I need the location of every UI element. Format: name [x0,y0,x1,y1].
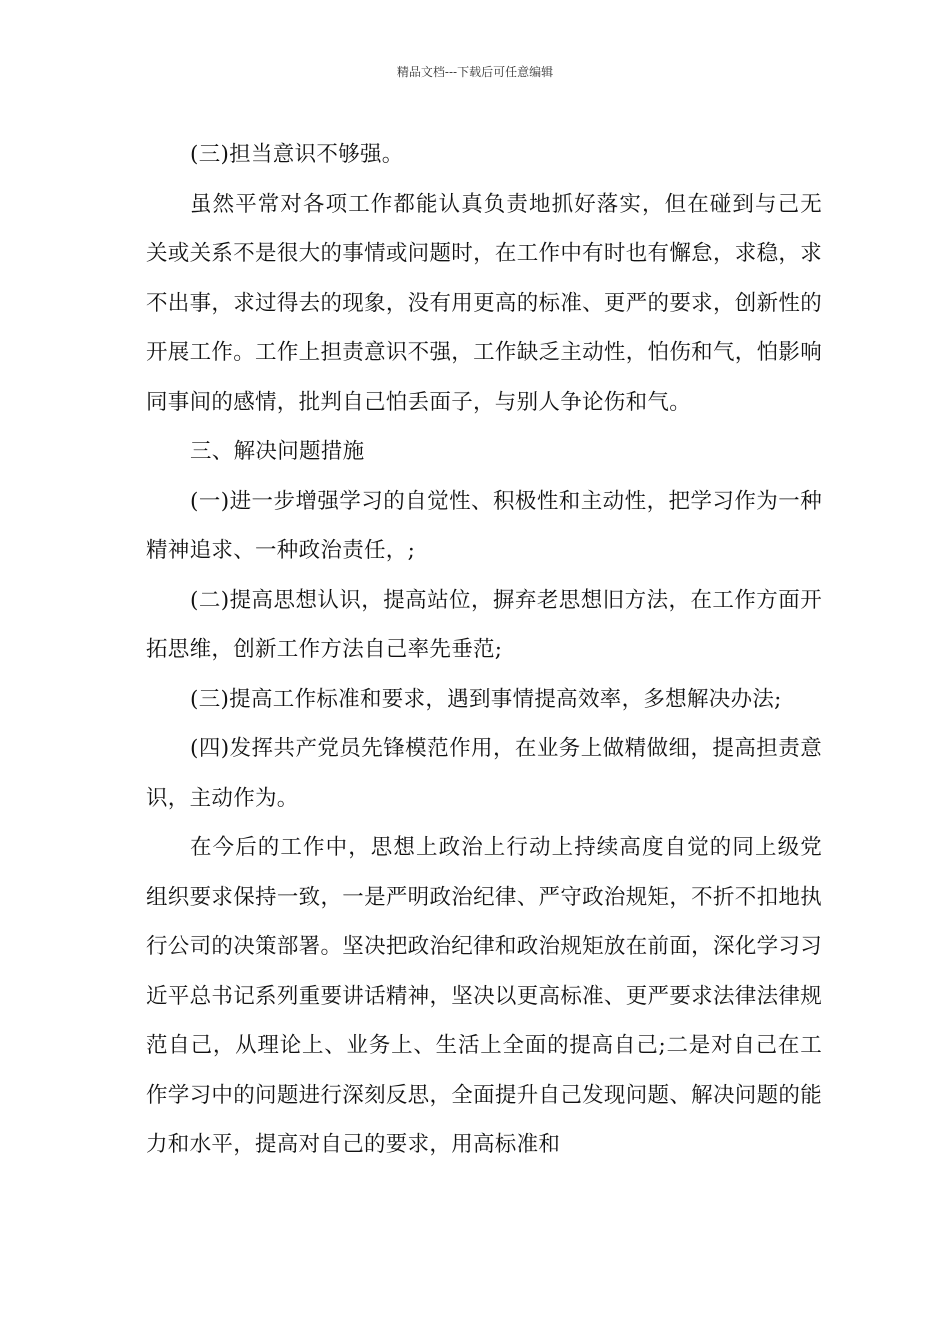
body-paragraph: 虽然平常对各项工作都能认真负责地抓好落实，但在碰到与己无关或关系不是很大的事情或问题时，在工作中有时也有懈怠，求稳，求不出事，求过得去的现象，没有用更高的标准、更严的要求，创新性的开展工作。工作上担责意识不强，工作缺乏主动性，怕伤和气，怕影响同事间的感情，批判自己怕丢面子，与别人争论伤和气。 [146,191,822,415]
body-paragraph: 在今后的工作中，思想上政治上行动上持续高度自觉的同上级党组织要求保持一致，一是严明政治纪律、严守政治规矩，不折不扣地执行公司的决策部署。坚决把政治纪律和政治规矩放在前面，深化学习习近平总书记系列重要讲话精神，坚决以更高标准、更严要求法律法律规范自己，从理论上、业务上、生活上全面的提高自己;二是对自己在工作学习中的问题进行深刻反思，全面提升自己发现问题、解决问题的能力和水平，提高对自己的要求，用高标准和 [146,835,822,1157]
measure-item-3: (三)提高工作标准和要求，遇到事情提高效率，多想解决办法; [190,686,782,712]
document-body [146,130,822,1170]
measure-item-2: (二)提高思想认识，提高站位，摒弃老思想旧方法，在工作方面开拓思维，创新工作方法自己率先垂范; [146,587,822,662]
section-heading-measures: 三、解决问题措施 [190,439,365,464]
measure-item-4: (四)发挥共产党员先锋模范作用，在业务上做精做细，提高担责意识，主动作为。 [146,736,822,811]
page-header: 精品文档---下载后可任意编辑 [396,65,554,79]
measure-item-1: (一)进一步增强学习的自觉性、积极性和主动性，把学习作为一种精神追求、一种政治责任，; [146,488,822,563]
subheading-responsibility: (三)担当意识不够强。 [190,142,404,167]
